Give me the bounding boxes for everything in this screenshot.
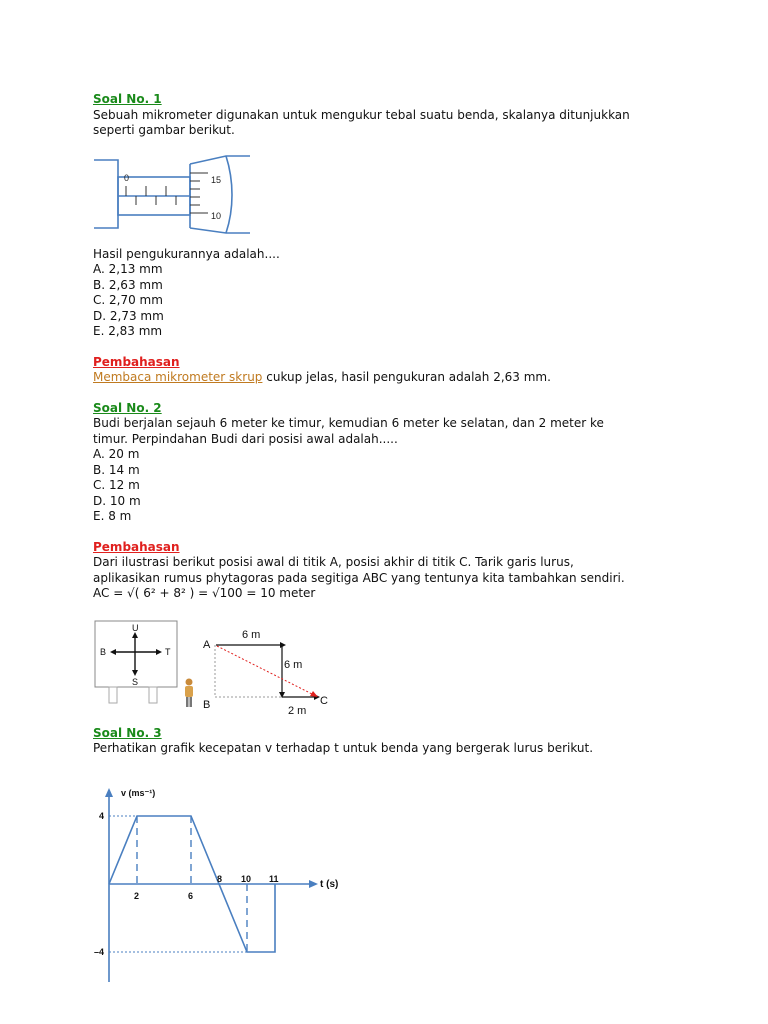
- q2-discussion-line-2: aplikasikan rumus phytagoras pada segitiga ABC yang tentunya kita tambahkan sendiri.: [93, 570, 625, 585]
- compass-north-label: U: [132, 623, 139, 633]
- point-b-label: B: [203, 699, 211, 711]
- main-scale-zero-label: 0: [124, 173, 130, 183]
- x-tick-10: 10: [241, 874, 252, 884]
- x-tick-2: 2: [134, 891, 140, 901]
- q3-text-line-1: Perhatikan grafik kecepatan v terhadap t untuk benda yang bergerak lurus berikut.: [93, 741, 594, 755]
- displacement-figure: [200, 622, 336, 718]
- q1-option-a: A. 2,13 mm: [93, 262, 163, 276]
- micrometer-link[interactable]: Membaca mikrometer skrup: [93, 370, 263, 384]
- micrometer-figure: [92, 153, 252, 235]
- compass-east-label: T: [165, 647, 171, 657]
- q2-formula: AC = √( 6² + 8² ) = √100 = 10 meter: [93, 586, 316, 600]
- y-tick-4: 4: [99, 811, 105, 821]
- q2-discussion-heading: Pembahasan: [93, 539, 180, 554]
- q2-text-line-1: Budi berjalan sejauh 6 meter ke timur, kemudian 6 meter ke selatan, dan 2 meter ke: [93, 416, 604, 430]
- thimble-15-label: 15: [211, 175, 222, 185]
- point-a-label: A: [203, 639, 211, 651]
- q2-text-line-2: timur. Perpindahan Budi dari posisi awal adalah.....: [93, 431, 398, 446]
- q1-discussion-heading: Pembahasan: [93, 354, 180, 369]
- person-icon: [182, 677, 196, 709]
- y-tick-neg4: –4: [94, 947, 105, 957]
- x-tick-11: 11: [269, 874, 279, 884]
- q1-discussion-rest: cukup jelas, hasil pengukuran adalah 2,63 mm.: [262, 370, 551, 384]
- q1-option-d: D. 2,73 mm: [93, 308, 164, 323]
- thimble-10-label: 10: [211, 211, 222, 221]
- q2-heading: Soal No. 2: [93, 400, 162, 415]
- q2-option-d: D. 10 m: [93, 493, 141, 508]
- path-bottom-label: 2 m: [288, 705, 307, 717]
- x-tick-8: 8: [217, 874, 223, 884]
- q2-option-b: B. 14 m: [93, 462, 140, 477]
- q2-discussion-line-1: Dari ilustrasi berikut posisi awal di titik A, posisi akhir di titik C. Tarik garis lurus,: [93, 555, 574, 569]
- q2-option-a: A. 20 m: [93, 447, 140, 461]
- velocity-time-graph: [90, 782, 350, 988]
- q1-question: Hasil pengukurannya adalah....: [93, 246, 280, 261]
- compass-figure: [93, 619, 185, 707]
- compass-south-label: S: [132, 677, 139, 687]
- compass-west-label: B: [100, 647, 107, 657]
- q1-text-line-1: Sebuah mikrometer digunakan untuk mengukur tebal suatu benda, skalanya ditunjukkan: [93, 107, 630, 122]
- path-side-label: 6 m: [284, 659, 303, 671]
- q1-discussion-text: [93, 370, 653, 386]
- t-axis-label: t (s): [320, 879, 339, 890]
- x-tick-6: 6: [188, 891, 194, 901]
- path-top-label: 6 m: [242, 629, 261, 641]
- q2-option-c: C. 12 m: [93, 478, 140, 492]
- point-c-label: C: [320, 695, 328, 707]
- q1-text-line-2: seperti gambar berikut.: [93, 123, 235, 137]
- q1-option-c: C. 2,70 mm: [93, 293, 163, 307]
- q2-option-e: E. 8 m: [93, 509, 132, 523]
- q3-heading: Soal No. 3: [93, 725, 162, 740]
- q1-option-e: E. 2,83 mm: [93, 324, 163, 338]
- q1-option-b: B. 2,63 mm: [93, 277, 163, 292]
- v-axis-label: v (ms⁻¹): [121, 788, 156, 798]
- q1-heading: Soal No. 1: [93, 92, 162, 106]
